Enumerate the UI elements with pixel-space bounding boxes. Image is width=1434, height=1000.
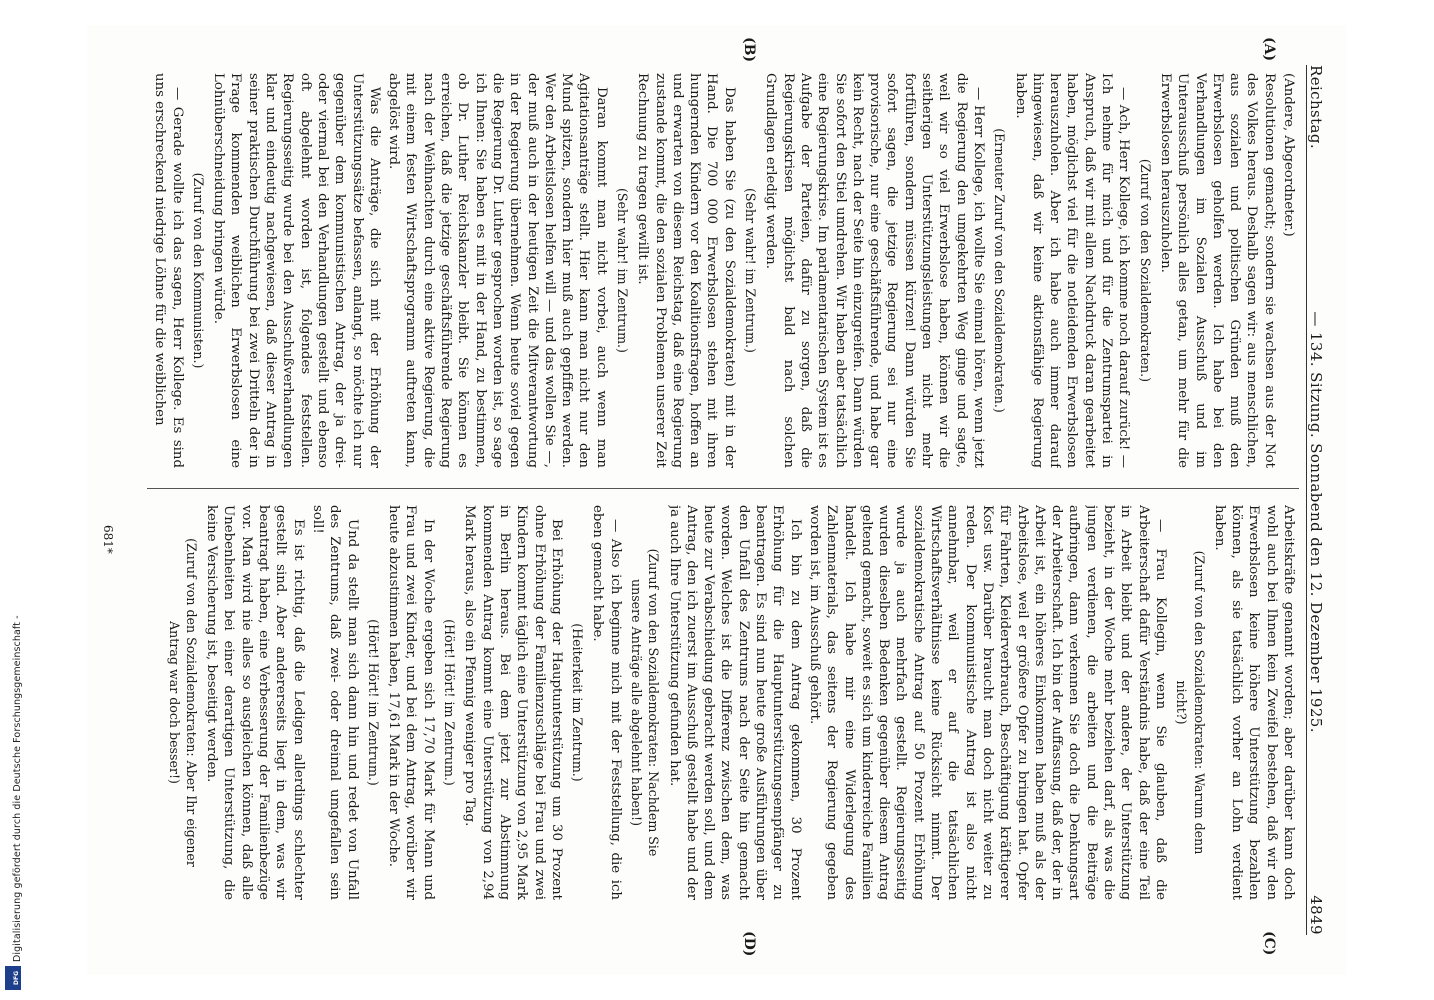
interjection: (Zuruf von den Sozialdemokraten: Nachdem Sie unsere Anträge alle abgelehnt haben!) — [629, 548, 662, 857]
interjection: (Zuruf von den Kommunisten.) — [190, 172, 206, 369]
paragraph: Was die Anträge, die sich mit der Erhöhung der Unterstützungssätze befassen, anlangt, so möchte ich nur gegenüber dem kommunistischen Antrag, der ja drei- oder viermal bei den Verhandlungen gestellt und ebenso oft abgelehnt worden ist, folgendes feststellen. Regierungsseitig wurde bei den Ausschußverhandlungen klar und eindeutig nachgewiesen, daß dieser Antrag in seiner praktischen Durchführung bei zwei Dritteln der in Frage kommenden weiblichen Erwerbslosen eine Lohnüberschneidung bringen würde. — [211, 73, 382, 468]
interjection: (Zuruf von den Sozialdemokraten: Aber Ihr eigener Antrag war doch besser!) — [166, 538, 199, 867]
paragraph: Bei Erhöhung der Hauptunterstützung um 30 Prozent ohne Erhöhung der Familienzuschläge bei Frau und zwei Kindern kommt täglich eine Unterstützung von 2,95 Mark in Berlin heraus. Bei dem jetzt zur Abstimmung kommenden Antrag kommt eine Unterstützung von 2,94 Mark heraus, also ein Pfennig weniger pro Tag. — [462, 505, 564, 900]
paragraph: Es ist richtig, daß die Ledigen allerdings schlechter gestellt sind. Aber andererseits liegt in dem, was wir beantragt haben, eine Verbesserung der Familienbezüge vor. Man wird nie alles so ausgleichen können, daß alle Unebenheiten bei einer derartigen Unterstützung, die keine Versicherung ist, beseitigt werden. — [204, 505, 306, 900]
header-title: — 134. Sitzung. Sonnabend den 12. Dezember 1925. — [1307, 311, 1325, 733]
paragraph: — Ach, Herr Kollege, ich komme noch darauf zurück! — Ich nehme für mich und für die Zentrumspartei in Anspruch, daß wir mit allem Nachdruck daran gearbeitet haben, möglichst viel für die notleidenden Erwerbslosen herauszuholen. Aber ich habe auch immer darauf hingewiesen, daß wir keine aktionsfähige Regierung haben. — [1012, 73, 1132, 468]
interjection: (Hört! Hört! im Zentrum.) — [365, 619, 381, 786]
paragraph: — Frau Kollegin, wenn Sie glauben, daß die Arbeiterschaft dafür Verständnis habe, daß der eine Teil in Arbeit bleibt und der andere, der Unterstützung bezieht, in der Woche mehr beziehen darf, als was die jungen verdienen, die arbeiten und die Beiträge aufbringen, dann verkennen Sie doch die Denkungsart der Arbeiterschaft. Ich bin der Auffassung, daß der, der in Arbeit ist, ein höheres Einkommen haben muß als der Arbeitslose, weil er größere Opfer zu bringen hat. Opfer für Fahrten, Kleiderverbrauch, Beschäftigung kräftigerer Kost usw. Darüber braucht man doch nicht weiter zu reden. Der kommunistische Antrag ist also nicht annehmbar, weil er auf die tatsächlichen Wirtschaftsverhältnisse keine Rücksicht nimmt. Der sozialdemokratische Antrag auf 50 Prozent Erhöhung wurde ja auch mehrfach gestellt. Regierungsseitig wurden dieselben Bedenken gegenüber diesem Antrag geltend gemacht, soweit es sich um kinderreiche Familien handelt. Ich habe mir eine Widerlegung des Zahlenmaterials, das seitens der Regierung gegeben worden ist, im Ausschuß gehört. — [806, 505, 1168, 900]
header-left: Reichstag. — [1307, 65, 1325, 150]
speaker-line: (Andere, Abgeordneter.) — [1281, 73, 1296, 237]
credit-text: Digitalisierung gefördert durch die Deutsche Forschungsgemeinschaft - — [12, 615, 23, 962]
paragraph: — Herr Kollege, ich wollte Sie einmal hören, wenn jetzt die Regierung den umgekehrten Weg ginge und sagte, weil wir so viel Erwerbslose haben, können wir die seitherigen Unterstützungsleistungen nicht mehr fortführen, sondern müssen kürzen! Dann würden Sie sofort sagen, die jetzige Regierung sei nur eine provisorische, nur eine geschäftsführende, und habe gar kein Recht, nach der Seite hin einzugreifen. Dann würden Sie sofort den Stiel umdrehen. Wir haben aber tatsächlich eine Regierungskrise. Im parlamentarischen System ist es Aufgabe der Parteien, dafür zu sorgen, daß die Regierungskrisen möglichst bald nach solchen Grundlagen erledigt werden. — [763, 73, 986, 468]
margin-mark-b: (B) — [741, 37, 757, 63]
paragraph: Ich bin zu dem Antrag gekommen, 30 Prozent Erhöhung für die Hauptunterstützungsempfänger zu beantragen. Es sind nun heute große Ausführungen über den Unfall des Zentrums nach der Seite hin gemacht worden. Welches ist die Differenz zwischen dem, was heute zur Verabschiedung gebracht werden soll, und dem Antrag, den ich zuerst im Ausschuß gestellt habe und der ja auch Ihre Unterstützung gefunden hat. — [666, 505, 803, 900]
interjection: (Heiterkeit im Zentrum.) — [570, 623, 586, 782]
column-divider — [147, 488, 1299, 489]
scanned-page — [87, 25, 1347, 975]
interjection: (Sehr wahr! im Zentrum.) — [615, 188, 631, 353]
digitization-credit — [4, 2, 23, 994]
interjection: (Zuruf von den Sozialdemokraten.) — [1137, 158, 1153, 383]
paragraph: Daran kommt man nicht vorbei, auch wenn man Agitationsanträge stellt. Hier kann man nicht nur den Mund spitzen, sondern hier muß auch gepfiffen werden. Wer den Arbeitslosen helfen will — und das wollen Sie —, der muß auch in der heutigen Zeit die Mitverantwortung in der Regierung übernehmen. Wenn heute soviel gegen die Regierung Dr. Luther gesprochen worden ist, so sage ich Ihnen: Sie haben es mit in der Hand, zu bestimmen, ob Dr. Luther Reichskanzler bleibt. Sie können es erreichen, daß die jetzige geschäftsführende Regierung nach der Weihnachten durch eine aktive Regierung, die mit einem festen Wirtschaftsprogramm auftreten kann, abgelöst wird. — [386, 73, 609, 468]
paragraph: Resolutionen gemacht; sondern sie wachsen aus der Not des Volkes heraus. Deshalb sagen wir: aus menschlichen, aus sozialen und politischen Gründen muß den Erwerbslosen geholfen werden. Ich habe bei den Verhandlungen im Sozialen Ausschuß und im Unterausschuß persönlich alles getan, um mehr für die Erwerbslosen herauszuholen. — [1157, 73, 1277, 468]
interjection: (Erneuter Zuruf von den Sozialdemokraten.) — [992, 128, 1008, 413]
interjection: (Sehr wahr! im Zentrum.) — [743, 188, 759, 353]
dfg-logo: DFG — [5, 966, 21, 990]
paragraph: — Gerade wollte ich das sagen, Herr Kollege. Es sind uns erschreckend niedrige Löhne für die weiblichen — [152, 73, 185, 468]
paragraph: In der Woche ergeben sich 17,70 Mark für Mann und Frau und zwei Kinder, und bei dem Antrag, worüber wir heute abzustimmen haben, 17,61 Mark in der Woche. — [386, 505, 436, 900]
margin-mark-d: (D) — [741, 931, 757, 957]
paragraph: — Also ich beginne mich mit der Feststellung, die ich eben gemacht habe. — [590, 505, 623, 900]
page-number: 4849 — [1307, 895, 1325, 935]
interjection: (Zuruf von den Sozialdemokraten: Warum denn nicht?) — [1174, 550, 1207, 855]
paragraph: Arbeitskräfte genannt worden; aber darüber kann doch wohl auch bei Ihnen kein Zweifel bestehen, daß wir den Erwerbslosen keine höhere Unterstützung bezahlen können, als sie tatsächlich vorher an Lohn verdient haben. — [1211, 505, 1296, 900]
right-column — [127, 505, 1297, 900]
running-head — [1306, 65, 1333, 935]
margin-mark-c: (C) — [1261, 931, 1277, 956]
margin-mark-a: (A) — [1261, 37, 1277, 62]
paragraph: Das haben Sie (zu den Sozialdemokraten) mit in der Hand. Die 700 000 Erwerbslosen stehen mit ihren hungernden Kindern vor den Koalitionsfragen, hoffen an und erwarten von diesem Reichstag, daß eine Regierung zustande kommt, die den sozialen Problemen unserer Zeit Rechnung zu tragen gewillt ist. — [635, 73, 737, 468]
left-column — [127, 73, 1297, 468]
paragraph: Und da stellt man sich dann hin und redet von Unfall des Zentrums, daß zwei- oder dreimal umgefallen sein soll! — [309, 505, 360, 900]
interjection: (Hört! Hört! im Zentrum.) — [442, 619, 458, 786]
signature-mark: 681* — [101, 525, 115, 554]
